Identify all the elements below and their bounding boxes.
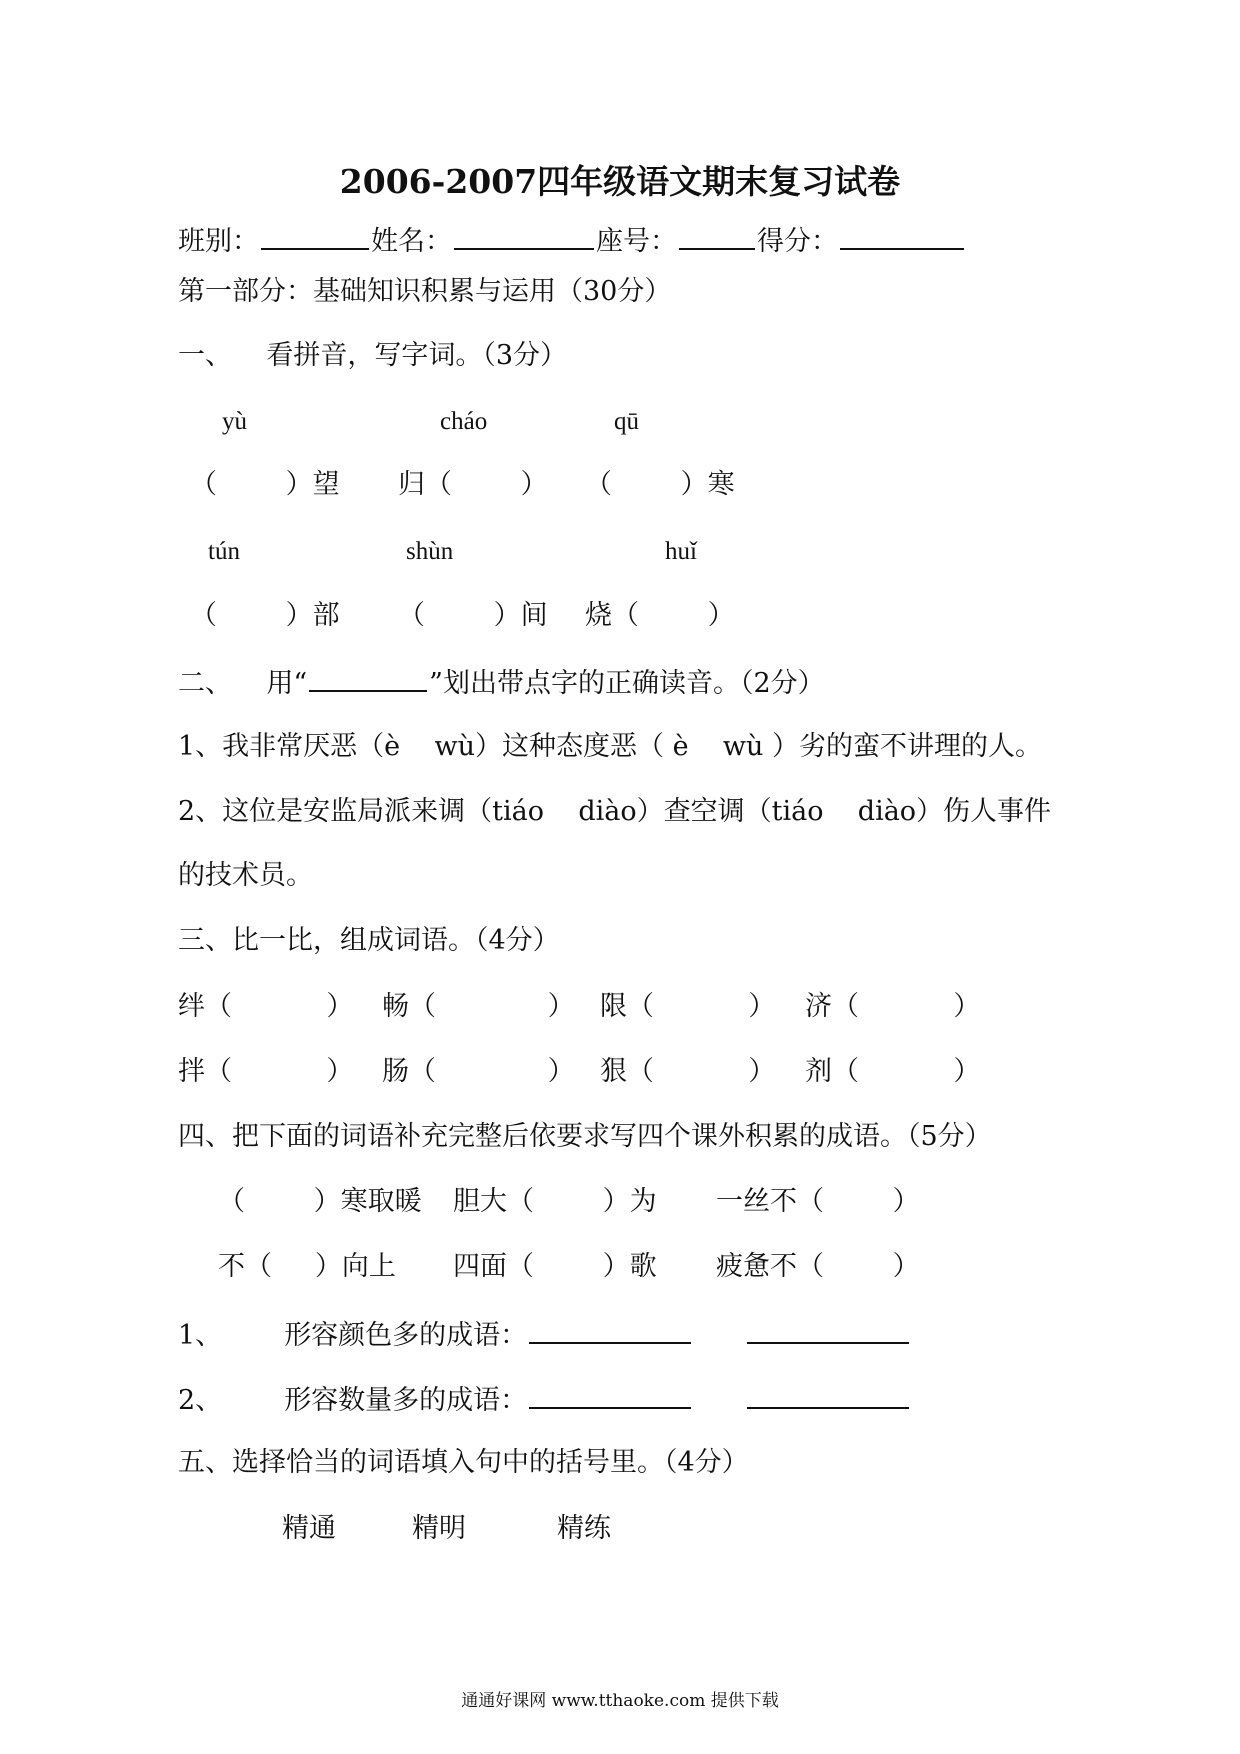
class-label: 班别： xyxy=(178,226,259,257)
q4-row1-idiom-2[interactable]: 胆大（ ）为 xyxy=(453,1186,657,1217)
q1-word-4[interactable]: （ ）部 xyxy=(190,600,340,631)
q2-title xyxy=(178,664,825,701)
q1-pinyin-5: shùn xyxy=(406,538,454,565)
q3-row2-cell-2[interactable]: 肠（ ） xyxy=(382,1056,575,1087)
q2-title-suffix: ”划出带点字的正确读音。（2分） xyxy=(429,668,825,699)
q3-row1-cell-4[interactable]: 济（ ） xyxy=(805,991,981,1022)
name-blank[interactable] xyxy=(454,222,594,250)
q5-word-3: 精练 xyxy=(557,1513,611,1544)
q1-word-2[interactable]: 归（ ） xyxy=(398,469,548,500)
q2-title-prefix: 二、 用“ xyxy=(178,668,308,699)
seat-label: 座号： xyxy=(596,226,677,257)
q3-row2-cell-3[interactable]: 狠（ ） xyxy=(600,1056,776,1087)
q1-title: 一、 看拼音，写字词。（3分） xyxy=(178,340,568,371)
q4-row1-idiom-1[interactable]: （ ）寒取暖 xyxy=(218,1186,422,1217)
q1-pinyin-3: qū xyxy=(614,408,639,435)
score-label: 得分： xyxy=(757,226,838,257)
class-blank[interactable] xyxy=(261,222,369,250)
q4-item-1-blank-1[interactable] xyxy=(529,1316,691,1344)
score-blank[interactable] xyxy=(840,222,964,250)
q1-word-5[interactable]: （ ）间 xyxy=(398,600,548,631)
q1-pinyin-6: huǐ xyxy=(665,538,697,565)
q4-row1-idiom-3[interactable]: 一丝不（ ） xyxy=(716,1186,920,1217)
q4-item-1 xyxy=(178,1316,911,1353)
q4-item-2-text: 形容数量多的成语： xyxy=(284,1385,528,1416)
q1-pinyin-1: yù xyxy=(222,408,247,435)
q4-item-2 xyxy=(178,1381,911,1418)
q4-row2-idiom-1[interactable]: 不（ ）向上 xyxy=(218,1251,396,1282)
q3-row2-cell-4[interactable]: 剂（ ） xyxy=(805,1056,981,1087)
q3-row1-cell-3[interactable]: 限（ ） xyxy=(600,991,776,1022)
q1-pinyin-2: cháo xyxy=(440,408,488,435)
q4-item-2-blank-2[interactable] xyxy=(747,1381,909,1409)
seat-blank[interactable] xyxy=(679,222,755,250)
q4-row2-idiom-3[interactable]: 疲惫不（ ） xyxy=(716,1251,920,1282)
page-title: 2006-2007四年级语文期末复习试卷 xyxy=(339,162,901,201)
q4-item-1-blank-2[interactable] xyxy=(747,1316,909,1344)
header-fields xyxy=(178,222,966,259)
q1-word-6[interactable]: 烧（ ） xyxy=(585,600,735,631)
q5-title: 五、选择恰当的词语填入句中的括号里。（4分） xyxy=(178,1447,749,1478)
q2-underline-sample xyxy=(309,664,427,692)
q4-title: 四、把下面的词语补充完整后依要求写四个课外积累的成语。（5分） xyxy=(178,1121,992,1152)
footer-source: 通通好课网 www.tthaoke.com 提供下载 xyxy=(461,1691,779,1711)
q3-title: 三、比一比，组成词语。（4分） xyxy=(178,925,560,956)
q2-item-2: 2、这位是安监局派来调（tiáo diào）查空调（tiáo diào）伤人事件 xyxy=(178,796,1052,827)
q5-word-2: 精明 xyxy=(412,1513,466,1544)
q1-word-1[interactable]: （ ）望 xyxy=(190,469,340,500)
q5-word-1: 精通 xyxy=(282,1513,336,1544)
q4-item-2-num: 2、 xyxy=(178,1385,223,1416)
q2-item-2-continued: 的技术员。 xyxy=(178,860,313,891)
q3-row2-cell-1[interactable]: 拌（ ） xyxy=(178,1056,354,1087)
q1-pinyin-4: tún xyxy=(208,538,240,565)
q2-item-1: 1、我非常厌恶（è wù）这种态度恶（ è wù ）劣的蛮不讲理的人。 xyxy=(178,731,1042,762)
q1-word-3[interactable]: （ ）寒 xyxy=(585,469,735,500)
q3-row1-cell-1[interactable]: 绊（ ） xyxy=(178,991,354,1022)
q3-row1-cell-2[interactable]: 畅（ ） xyxy=(382,991,575,1022)
q4-row2-idiom-2[interactable]: 四面（ ）歌 xyxy=(453,1251,657,1282)
q4-item-1-num: 1、 xyxy=(178,1320,223,1351)
name-label: 姓名： xyxy=(371,226,452,257)
part1-heading: 第一部分：基础知识积累与运用（30分） xyxy=(178,276,672,307)
q4-item-2-blank-1[interactable] xyxy=(529,1381,691,1409)
q4-item-1-text: 形容颜色多的成语： xyxy=(284,1320,528,1351)
